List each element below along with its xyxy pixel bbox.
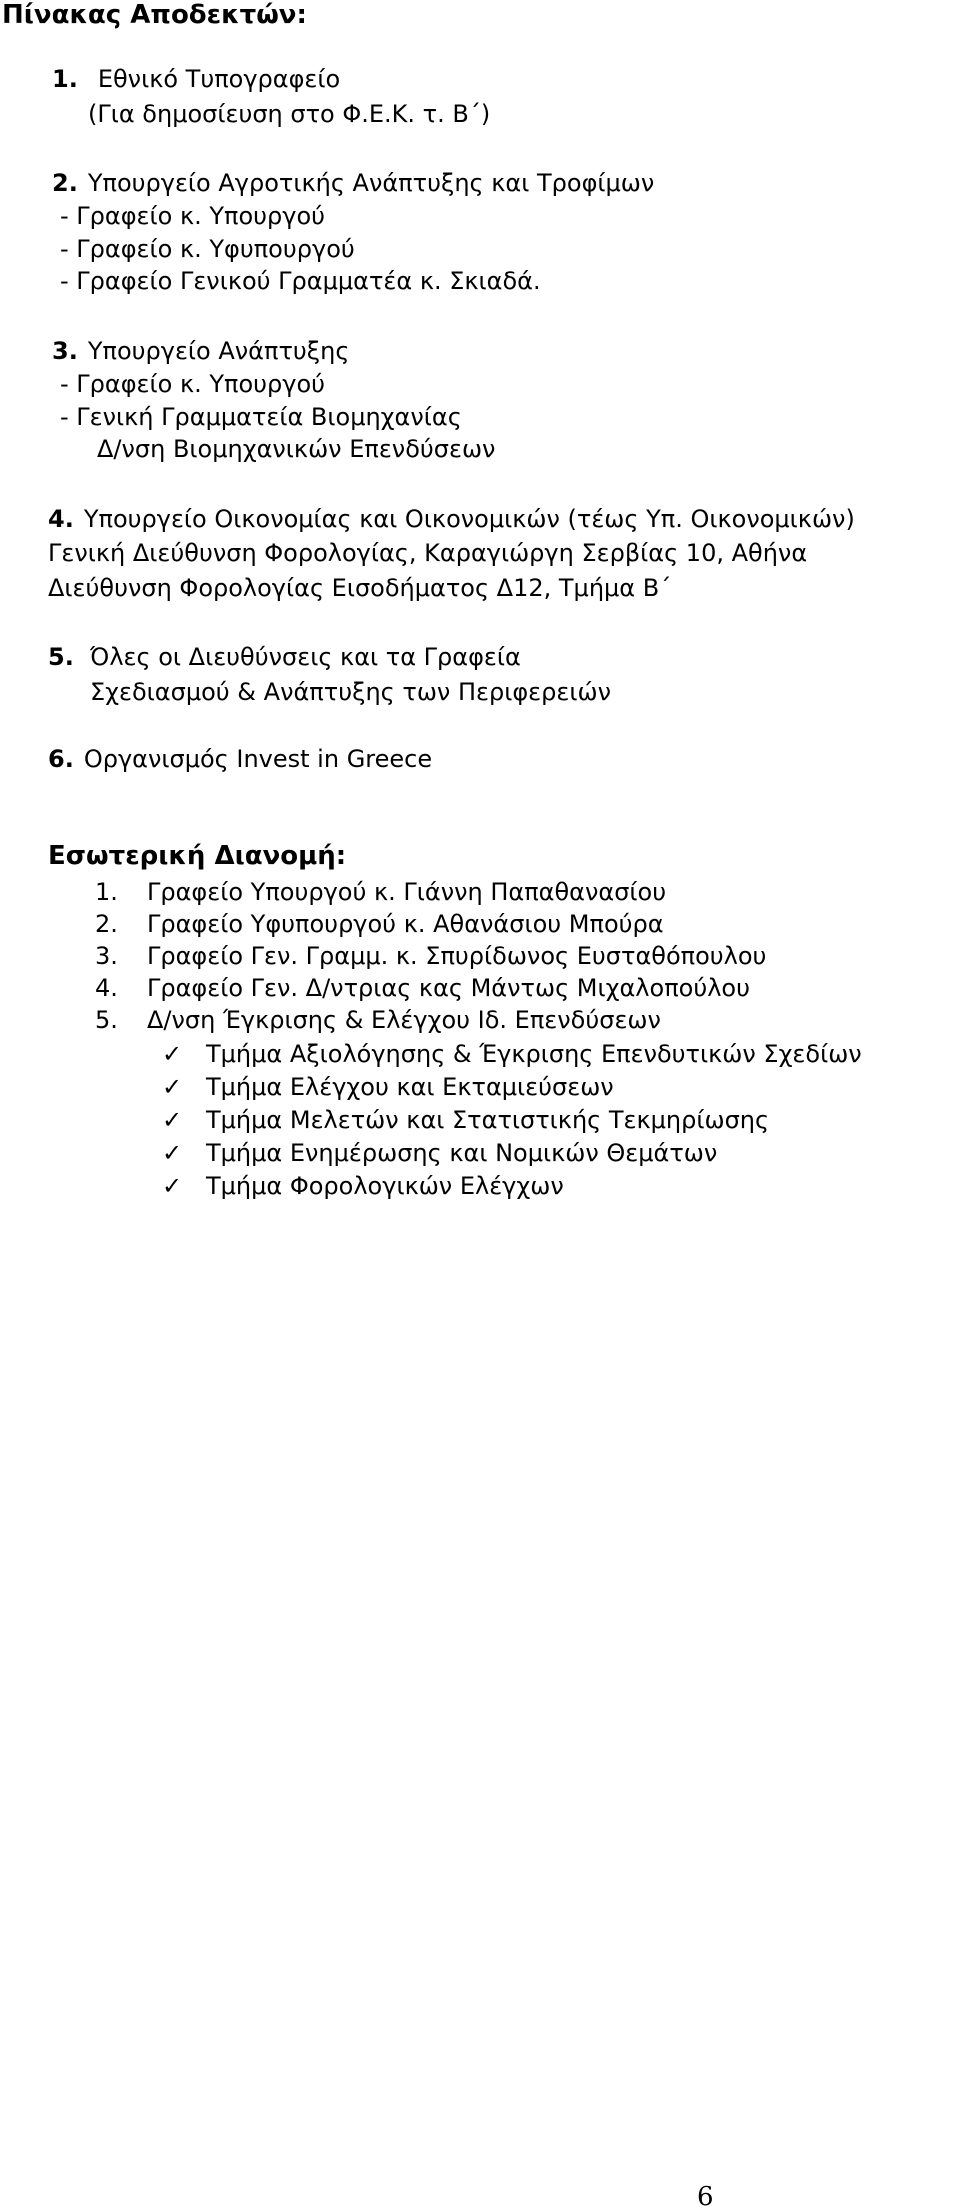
internal-number: 3. (95, 942, 118, 970)
recipient-line: Γενική Διεύθυνση Φορολογίας, Καραγιώργη Σερβίας 10, Αθήνα (48, 539, 808, 567)
recipient-number: 1. (52, 65, 78, 93)
internal-number: 2. (95, 910, 118, 938)
recipient-2 (52, 167, 654, 199)
recipient-line: - Γραφείο κ. Υπουργού (60, 202, 326, 230)
check-icon: ✓ (162, 1073, 183, 1101)
check-icon: ✓ (162, 1040, 183, 1068)
recipient-number: 3. (52, 337, 78, 365)
internal-item-4 (95, 972, 750, 1004)
recipient-line: - Γραφείο κ. Υφυπουργού (60, 235, 355, 263)
recipient-line: Υπουργείο Αγροτικής Ανάπτυξης και Τροφίμων (87, 169, 655, 197)
recipient-1 (52, 63, 340, 95)
recipient-6 (48, 743, 432, 775)
recipient-line: Υπουργείο Οικονομίας και Οικονομικών (τέως Υπ. Οικονομικών) (83, 505, 855, 533)
recipient-line: - Γραφείο Γενικού Γραμματέα κ. Σκιαδά. (60, 267, 541, 295)
section-item (162, 1071, 614, 1103)
recipients-heading: Πίνακας Αποδεκτών: (2, 0, 307, 30)
recipient-line: - Γραφείο κ. Υπουργού (60, 370, 326, 398)
internal-item-1 (95, 876, 666, 908)
section-text: Τμήμα Ενημέρωσης και Νομικών Θεμάτων (206, 1139, 718, 1167)
recipient-line: Όλες οι Διευθύνσεις και τα Γραφεία (89, 643, 521, 671)
recipient-line: (Για δημοσίευση στο Φ.Ε.Κ. τ. Β΄) (88, 100, 491, 128)
recipient-line: Διεύθυνση Φορολογίας Εισοδήματος Δ12, Τμήμα Β΄ (48, 574, 672, 602)
recipient-5 (48, 641, 521, 673)
internal-text: Γραφείο Γεν. Δ/ντριας κας Μάντως Μιχαλοπούλου (147, 974, 750, 1002)
recipient-number: 5. (48, 643, 74, 671)
section-text: Τμήμα Ελέγχου και Εκταμιεύσεων (206, 1073, 614, 1101)
recipient-4 (48, 503, 855, 535)
page-number: 6 (697, 2182, 714, 2212)
section-text: Τμήμα Αξιολόγησης & Έγκρισης Επενδυτικών Σχεδίων (206, 1040, 862, 1068)
internal-text: Γραφείο Γεν. Γραμμ. κ. Σπυρίδωνος Ευσταθόπουλου (147, 942, 767, 970)
internal-heading: Εσωτερική Διανομή: (48, 841, 347, 871)
internal-text: Γραφείο Υφυπουργού κ. Αθανάσιου Μπούρα (147, 910, 664, 938)
recipient-number: 4. (48, 505, 74, 533)
check-icon: ✓ (162, 1106, 183, 1134)
recipient-number: 6. (48, 745, 74, 773)
section-item (162, 1038, 862, 1070)
internal-text: Γραφείο Υπουργού κ. Γιάννη Παπαθανασίου (147, 878, 667, 906)
recipient-line: Δ/νση Βιομηχανικών Επενδύσεων (97, 435, 496, 463)
internal-number: 4. (95, 974, 118, 1002)
section-item (162, 1170, 564, 1202)
internal-item-5 (95, 1004, 661, 1036)
section-text: Τμήμα Φορολογικών Ελέγχων (206, 1172, 564, 1200)
section-item (162, 1137, 717, 1169)
check-icon: ✓ (162, 1172, 183, 1200)
recipient-line: Οργανισμός Invest in Greece (83, 745, 433, 773)
recipient-line: Υπουργείο Ανάπτυξης (87, 337, 350, 365)
recipient-3 (52, 335, 349, 367)
section-text: Τμήμα Μελετών και Στατιστικής Τεκμηρίωσης (206, 1106, 770, 1134)
internal-number: 5. (95, 1006, 118, 1034)
internal-number: 1. (95, 878, 118, 906)
internal-item-2 (95, 908, 664, 940)
internal-text: Δ/νση Έγκρισης & Ελέγχου Ιδ. Επενδύσεων (147, 1006, 661, 1034)
recipient-line: - Γενική Γραμματεία Βιομηχανίας (60, 403, 462, 431)
check-icon: ✓ (162, 1139, 183, 1167)
recipient-line: Σχεδιασμού & Ανάπτυξης των Περιφερειών (90, 678, 611, 706)
recipient-line: Εθνικό Τυπογραφείο (97, 65, 341, 93)
section-item (162, 1104, 769, 1136)
recipient-number: 2. (52, 169, 78, 197)
internal-item-3 (95, 940, 766, 972)
